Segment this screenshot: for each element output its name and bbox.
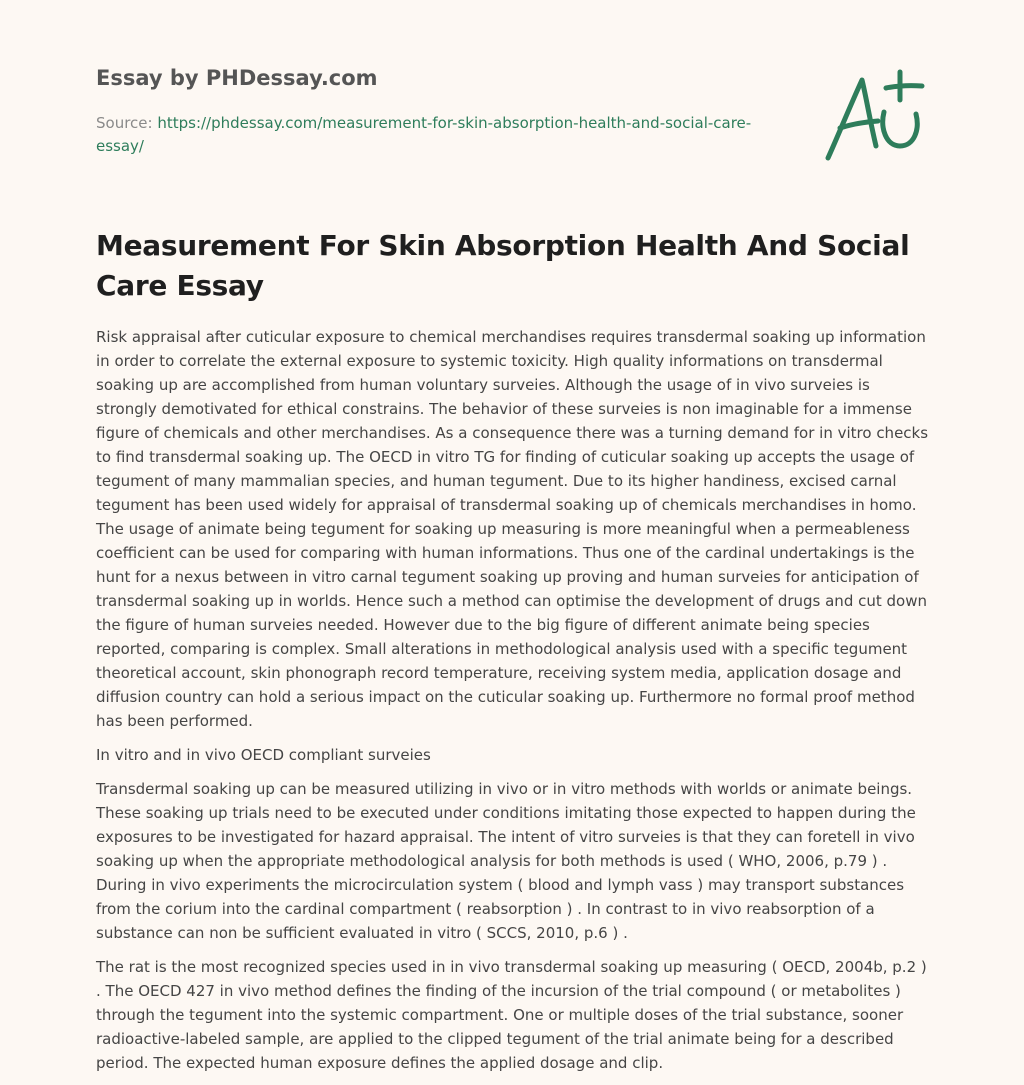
source-label: Source: (96, 114, 158, 132)
source-link[interactable]: https://phdessay.com/measurement-for-skin-absorption-health-and-social-care-essay/ (96, 114, 752, 155)
article-paragraph: The rat is the most recognized species used in in vivo transdermal soaking up measuring ( OECD, 2004b, p.2 ) . The OECD 427 in vivo method defines the finding of the incursion of the trial compound ( or metabolites ) through the tegument into the systemic compartment. One or multiple doses of the trial substance, sooner radioactive-labeled sample, are applied to the clipped tegument of the trial animate being for a described period. The expected human exposure defines the applied dosage and clip. (96, 958, 927, 1072)
article-paragraph: Risk appraisal after cuticular exposure to chemical merchandises requires transdermal soaking up information in order to correlate the external exposure to systemic toxicity. High quality informations on transdermal soaking up are accomplished from human voluntary surveies. Although the usage of in vivo surveies is strongly demotivated for ethical constrains. The behavior of these surveies is non imaginable for a immense figure of chemicals and other merchandises. As a consequence there was a turning demand for in vitro checks to find transdermal soaking up. The OECD in vitro TG for finding of cuticular soaking up accepts the usage of tegument of many mammalian species, and human tegument. Due to its higher handiness, excised carnal tegument has been used widely for appraisal of transdermal soaking up of chemicals merchandises in homo. The usage of animate being tegument for soaking up measuring is more meaningful when a permeableness coefficient can be used for comparing with human informations. Thus one of the cardinal undertakings is the hunt for a nexus between in vitro carnal tegument soaking up proving and human surveies for anticipation of transdermal soaking up in worlds. Hence such a method can optimise the development of drugs and cut down the figure of human surveies needed. However due to the big figure of different animate being species reported, comparing is complex. Small alterations in methodological analysis used with a specific tegument theoretical account, skin phonograph record temperature, receiving system media, application dosage and diffusion country can hold a serious impact on the cuticular soaking up. Furthermore no formal proof method has been performed. (96, 328, 929, 730)
site-brand: Essay by PHDessay.com (96, 66, 378, 90)
section-subheading: In vitro and in vivo OECD compliant surveies (96, 746, 431, 764)
article-title: Measurement For Skin Absorption Health And Social Care Essay (96, 229, 910, 302)
article-paragraph: Transdermal soaking up can be measured utilizing in vivo or in vitro methods with worlds or animate beings. These soaking up trials need to be executed under conditions imitating those expected to happen during the exposures to be investigated for hazard appraisal. The intent of vitro surveies is that they can foretell in vivo soaking up when the appropriate methodological analysis for both methods is used ( WHO, 2006, p.79 ) . During in vivo experiments the microcirculation system ( blood and lymph vass ) may transport substances from the corium into the cardinal compartment ( reabsorption ) . In contrast to in vivo reabsorption of a substance can non be sufficient evaluated in vitro ( SCCS, 2010, p.6 ) . (96, 780, 916, 942)
source-line (96, 112, 796, 158)
a-plus-grade-icon (820, 66, 930, 166)
article-body (96, 325, 932, 1085)
